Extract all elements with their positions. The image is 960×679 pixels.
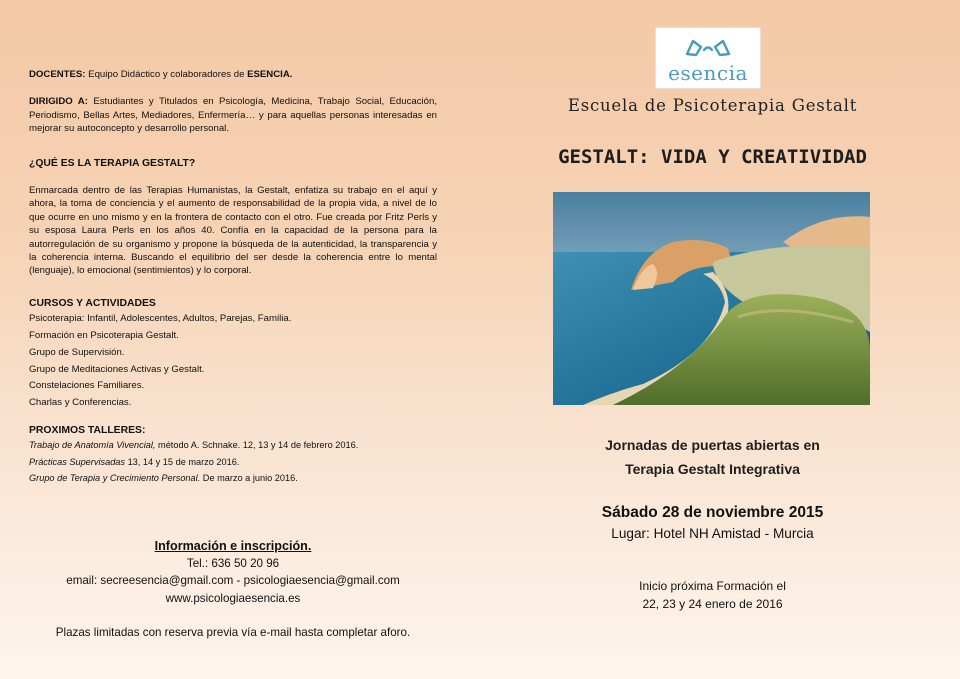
docentes-label: DOCENTES: bbox=[29, 69, 86, 80]
info-web[interactable]: www.psicologiaesencia.es bbox=[165, 592, 301, 605]
jornadas-line2: Terapia Gestalt Integrativa bbox=[625, 461, 800, 477]
taller-detail: De marzo a junio 2016. bbox=[200, 473, 298, 484]
cursos-item: Grupo de Supervisión. bbox=[29, 346, 125, 358]
event-date: Sábado 28 de noviembre 2015 bbox=[601, 504, 824, 521]
cursos-list bbox=[29, 311, 437, 412]
taller-detail: 13, 14 y 15 de marzo 2016. bbox=[125, 456, 240, 467]
info-tel: Tel.: 636 50 20 96 bbox=[186, 557, 280, 570]
glasses-icon bbox=[684, 36, 732, 58]
dirigido-paragraph bbox=[29, 95, 437, 135]
info-heading: Información e inscripción. bbox=[154, 539, 312, 553]
talleres-list bbox=[29, 437, 437, 486]
cursos-item: Formación en Psicoterapia Gestalt. bbox=[29, 330, 179, 342]
docentes-text: Equipo Didáctico y colaboradores de bbox=[88, 69, 245, 80]
formacion-line2: 22, 23 y 24 enero de 2016 bbox=[642, 597, 783, 611]
taller-item bbox=[29, 454, 437, 470]
taller-item bbox=[29, 437, 437, 453]
que-es-heading: ¿QUÉ ES LA TERAPIA GESTALT? bbox=[29, 157, 196, 169]
cursos-heading: CURSOS Y ACTIVIDADES bbox=[29, 297, 156, 309]
cursos-item: Constelaciones Familiares. bbox=[29, 380, 145, 392]
landscape-photo bbox=[553, 192, 870, 405]
taller-item bbox=[29, 470, 437, 486]
info-email[interactable]: email: secreesencia@gmail.com - psicologiaesencia@gmail.com bbox=[66, 574, 400, 587]
jornadas-line1: Jornadas de puertas abiertas en bbox=[605, 437, 820, 453]
coast-landscape-image bbox=[553, 192, 870, 405]
main-title: GESTALT: VIDA Y CREATIVIDAD bbox=[558, 146, 867, 168]
taller-title: Grupo de Terapia y Crecimiento Personal. bbox=[29, 473, 201, 484]
cursos-item: Charlas y Conferencias. bbox=[29, 397, 132, 409]
talleres-heading: PROXIMOS TALLERES: bbox=[29, 425, 146, 437]
cursos-item: Psicoterapia: Infantil, Adolescentes, Adultos, Parejas, Familia. bbox=[29, 313, 292, 325]
dirigido-label: DIRIGIDO A: bbox=[29, 96, 88, 108]
que-es-text: Enmarcada dentro de las Terapias Humanistas, la Gestalt, enfatiza su trabajo en el aquí y ahora, la toma de conciencia y el aumento de responsabilidad de la propia vida, a nivel de lo que ocurre en uno mismo y en la frontera de contacto con el otro. Fue creada por Fritz Perls y su esposa Laura Perls en los años 40. Confía en la capacidad de la persona para la autorregulación de su organismo y propone la búsqueda de la autenticidad, la transparencia y la coherencia interna. Buscando el equilibrio del ser desde la coherencia entre lo mental (lenguaje), lo emocional (sentimientos) y lo corporal. bbox=[29, 185, 437, 277]
taller-detail: método A. Schnake. 12, 13 y 14 de febrero 2016. bbox=[155, 440, 359, 451]
logo-text: esencia bbox=[668, 61, 748, 85]
formacion-line1: Inicio próxima Formación el bbox=[639, 579, 786, 593]
docentes-brand: ESENCIA. bbox=[247, 69, 293, 80]
info-plazas: Plazas limitadas con reserva previa vía e-mail hasta completar aforo. bbox=[55, 626, 411, 639]
taller-title: Trabajo de Anatomía Vivencial, bbox=[29, 440, 156, 451]
event-location: Lugar: Hotel NH Amistad - Murcia bbox=[611, 526, 814, 541]
esencia-logo bbox=[655, 27, 761, 89]
docentes-line bbox=[29, 68, 437, 81]
cursos-item: Grupo de Meditaciones Activas y Gestalt. bbox=[29, 363, 205, 375]
school-name: Escuela de Psicoterapia Gestalt bbox=[567, 96, 858, 115]
left-column bbox=[29, 68, 437, 487]
taller-title: Prácticas Supervisadas bbox=[29, 456, 126, 467]
dirigido-text: Estudiantes y Titulados en Psicología, Medicina, Trabajo Social, Educación, Periodismo, Bellas Artes, Mediadores, Enfermería… y para aquellas personas interesadas en mejorar su autoconcepto y desarrollo personal. bbox=[29, 96, 438, 135]
